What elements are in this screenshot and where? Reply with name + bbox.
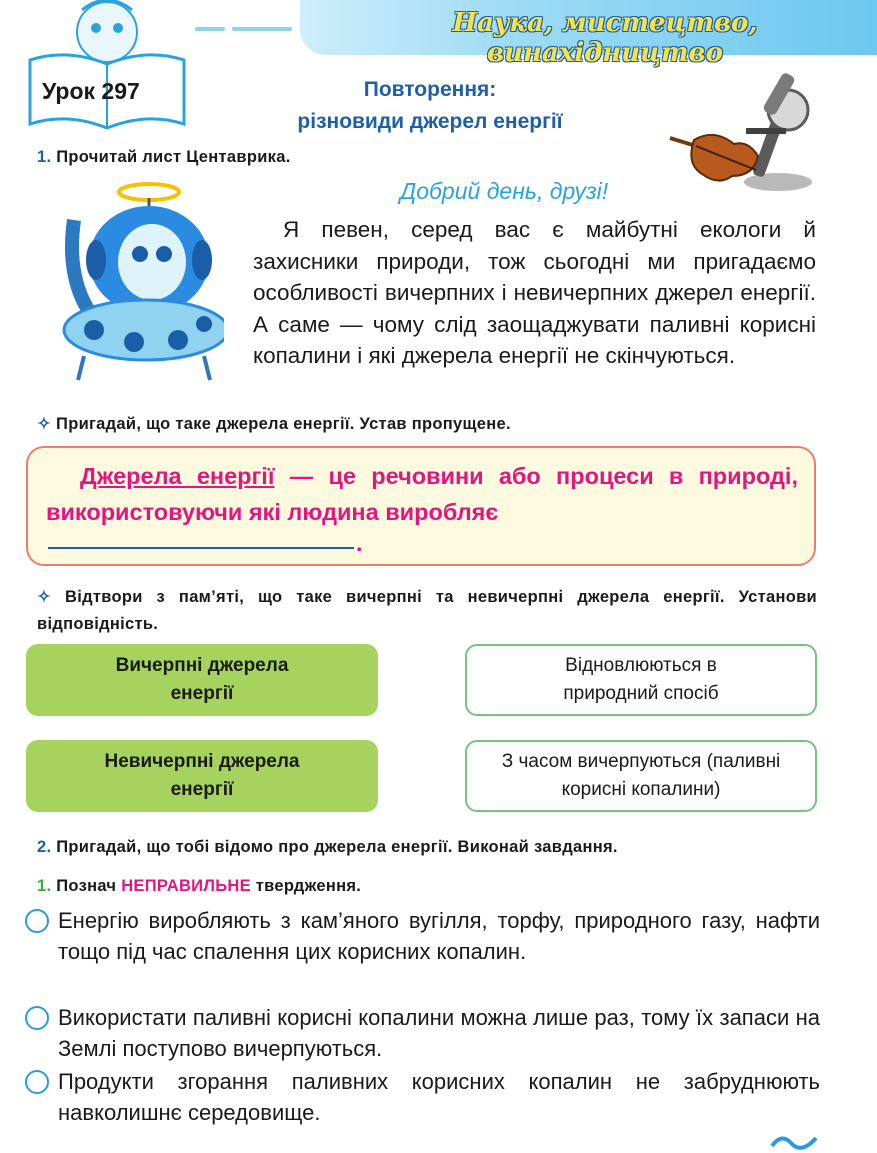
match-left-exhaustible[interactable] <box>26 644 378 716</box>
page-subtitle: різновиди джерел енергії <box>297 110 563 133</box>
subtask-1-instruction <box>37 877 361 896</box>
instruction-matching <box>37 584 817 638</box>
task-text: Пригадай, що тобі відомо про джерела енергії. Виконай завдання. <box>56 838 618 856</box>
page-corner-wave-icon <box>770 1132 820 1152</box>
definition-end: . <box>356 530 363 556</box>
answer-option[interactable] <box>25 905 820 967</box>
match-left-inexhaustible[interactable] <box>26 740 378 812</box>
instruction-text: Відтвори з пам’яті, що таке вичерпні та невичерпні джерела енергії. Установи відповідність. <box>37 588 818 633</box>
match-right-renewable[interactable] <box>465 644 817 716</box>
match-label: Відновлюються в природний спосіб <box>563 655 719 704</box>
reading-boy-book-icon <box>22 0 192 130</box>
match-label: Вичерпні джерела енергії <box>115 655 289 704</box>
option-text: Використати паливні корисні копалини можна лише раз, тому їх запаси на Землі поступово вичерпуються. <box>58 1005 820 1061</box>
radio-circle-icon[interactable] <box>25 909 49 933</box>
task-number: 2. <box>37 838 52 856</box>
task-text: Прочитай лист Центаврика. <box>56 148 291 166</box>
centavrik-alien-icon <box>44 180 224 390</box>
banner-dash <box>195 27 225 31</box>
subtask-text-before: Познач <box>56 877 122 895</box>
diamond-star-icon: ✧ <box>37 588 52 606</box>
instruction-text: Пригадай, що таке джерела енергії. Устав пропущене. <box>56 415 511 433</box>
letter-paragraph: Я певен, серед вас є майбутні екологи й захисники природи, тож сьогодні ми пригадаємо особливості вичерпних і невичерпних джерел енергії. А саме — чому слід заощаджувати паливні корисні копалини і які джерела енергії не скінчуються. <box>253 217 816 368</box>
instruction-fill-gap <box>37 414 511 434</box>
task-number: 1. <box>37 148 52 166</box>
diamond-star-icon: ✧ <box>37 415 52 433</box>
radio-circle-icon[interactable] <box>25 1006 49 1030</box>
match-label: З часом вичерпуються (паливні корисні копалини) <box>501 751 781 800</box>
match-label: Невичерпні джерела енергії <box>104 751 300 800</box>
answer-option[interactable] <box>25 1002 820 1064</box>
task-1-instruction <box>37 148 291 167</box>
radio-circle-icon[interactable] <box>25 1070 49 1094</box>
letter-text <box>253 214 816 372</box>
answer-option[interactable] <box>25 1066 820 1128</box>
definition-text <box>46 458 798 530</box>
subtask-emphasis: НЕПРАВИЛЬНЕ <box>121 877 251 895</box>
subtask-text-after: твердження. <box>250 877 362 895</box>
definition-body: — це речовини або процеси в природі, використовуючи які людина виробляє <box>46 463 798 525</box>
page-title: Повторення: <box>363 78 497 101</box>
letter-greeting: Добрий день, друзі! <box>400 178 609 204</box>
section-title: Наука, мистецтво, винахідництво <box>452 8 758 68</box>
banner-dash <box>232 27 292 31</box>
answer-blank-line[interactable] <box>48 547 354 549</box>
subtask-number: 1. <box>37 877 52 895</box>
violin-microscope-icon <box>660 66 820 196</box>
option-text: Продукти згорання паливних корисних копалин не забруднюють навколишнє середовище. <box>58 1069 820 1125</box>
option-text: Енергію виробляють з кам’яного вугілля, торфу, природного газу, нафти тощо під час спалення цих корисних копалин. <box>58 908 820 964</box>
task-2-instruction <box>37 838 618 857</box>
definition-term: Джерела енергії <box>80 463 275 489</box>
match-right-depletable[interactable] <box>465 740 817 812</box>
lesson-number: Урок 297 <box>42 78 140 104</box>
